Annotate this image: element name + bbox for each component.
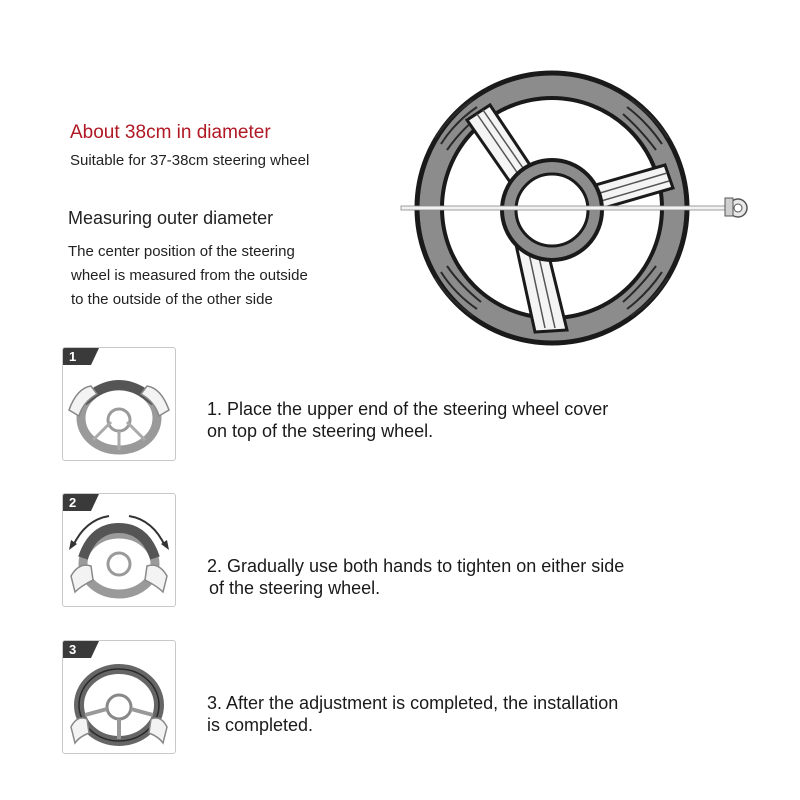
measure-line: wheel is measured from the outside xyxy=(71,267,308,284)
measure-line: to the outside of the other side xyxy=(71,291,273,308)
measure-line: The center position of the steering xyxy=(68,243,295,260)
step-line: of the steering wheel. xyxy=(209,578,381,598)
step-2-illustration xyxy=(62,493,176,607)
step-line: 1. Place the upper end of the steering wheel cover xyxy=(207,399,609,419)
step-line: on top of the steering wheel. xyxy=(207,421,434,441)
step-3-text xyxy=(207,692,618,736)
measuring-tape-icon xyxy=(725,198,747,217)
step-number: 3 xyxy=(69,642,77,657)
fit-subtitle: Suitable for 37-38cm steering wheel xyxy=(70,152,310,169)
hands-placing-cover-icon xyxy=(63,360,175,461)
step-number: 2 xyxy=(69,495,77,510)
step-1-illustration xyxy=(62,347,176,461)
hands-tightening-cover-icon xyxy=(63,506,175,607)
step-line: 2. Gradually use both hands to tighten on either side xyxy=(207,556,625,576)
step-line: 3. After the adjustment is completed, the installation xyxy=(207,693,619,713)
measure-description xyxy=(68,240,308,312)
step-2-text xyxy=(207,555,624,599)
step-3-illustration xyxy=(62,640,176,754)
step-1-text xyxy=(207,398,608,442)
step-line: is completed. xyxy=(207,715,314,735)
measure-title: Measuring outer diameter xyxy=(68,208,274,228)
installed-cover-icon xyxy=(63,653,175,754)
diameter-title: About 38cm in diameter xyxy=(70,122,271,143)
step-number: 1 xyxy=(69,349,77,364)
steering-wheel-diagram xyxy=(395,60,755,365)
